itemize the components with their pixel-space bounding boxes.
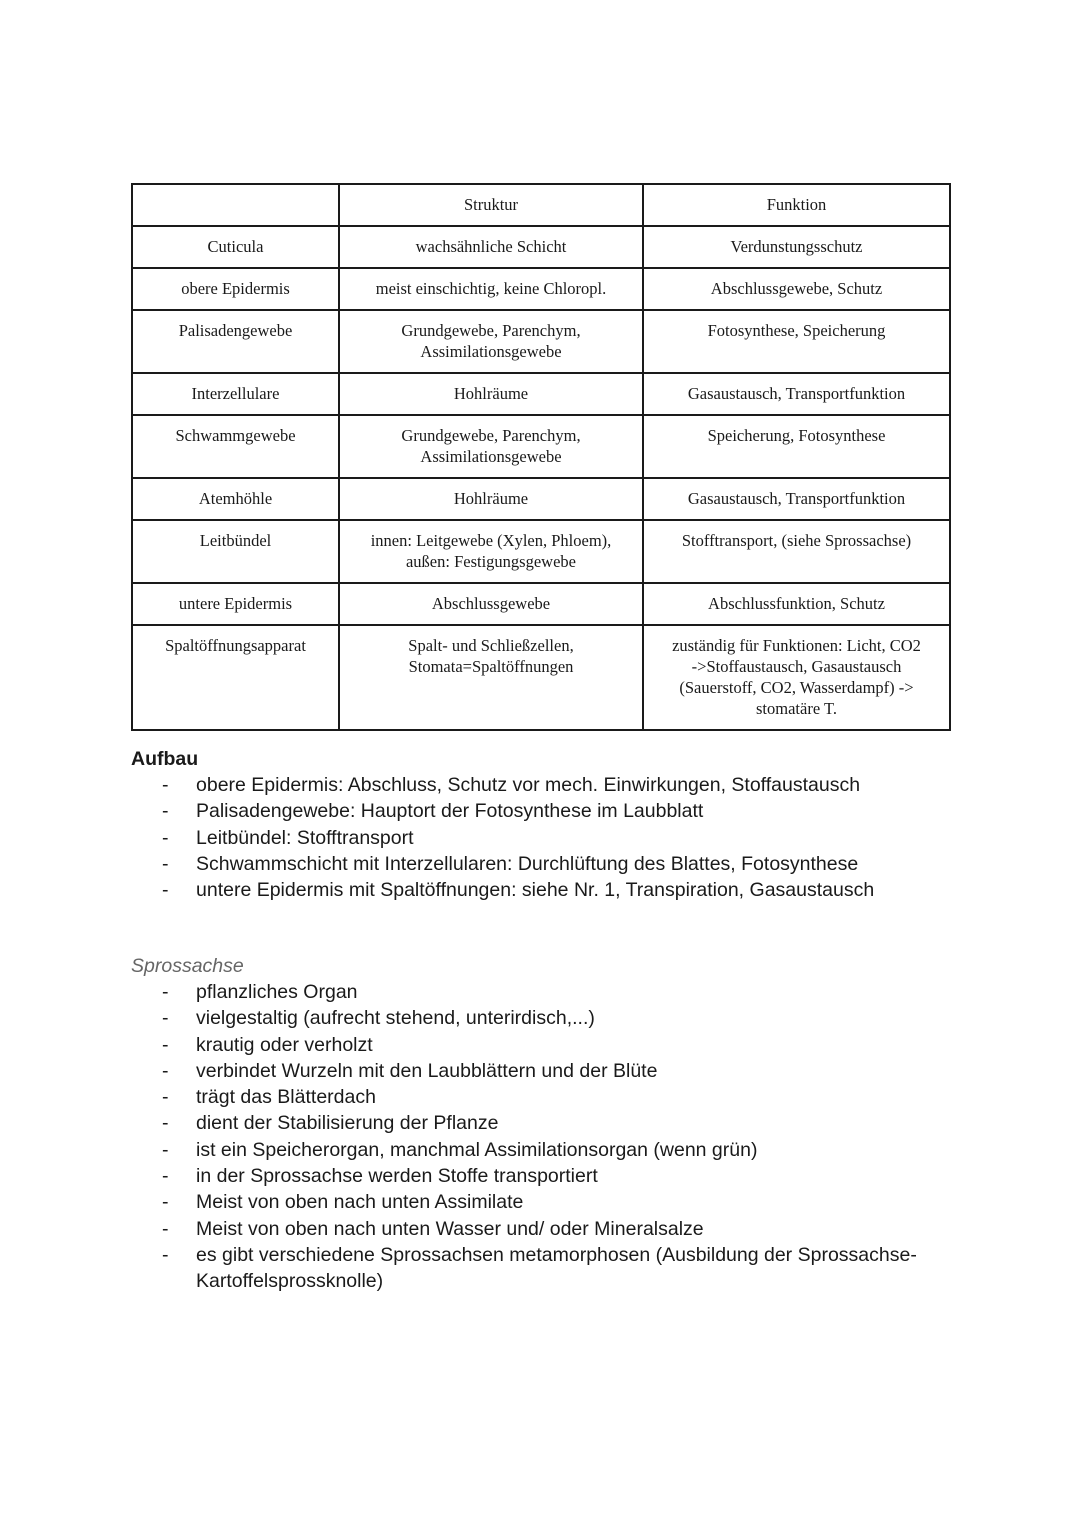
dash-bullet: - [162,1243,169,1266]
table-row [132,625,950,730]
list-item-text: Leitbündel: Stofftransport [196,826,414,849]
table-row [132,310,950,373]
dash-bullet: - [162,879,169,902]
funktion-cell [643,373,950,415]
list-item [131,798,956,824]
dash-bullet: - [162,800,169,823]
table-row [132,373,950,415]
table-header-row [132,184,950,226]
funktion-line: stomatäre T. [756,699,837,718]
sprossachse-section [131,953,956,1295]
list-item-text: in der Sprossachse werden Stoffe transportiert [196,1165,598,1188]
list-item-text: untere Epidermis mit Spaltöffnungen: siehe Nr. 1, Transpiration, Gasaustausch [196,879,875,902]
sprossachse-heading: Sprossachse [131,955,244,977]
struktur-cell [339,268,643,310]
list-item-text: pflanzliches Organ [196,981,358,1003]
dash-bullet: - [162,1217,169,1240]
list-item [131,979,956,1005]
dash-bullet: - [162,1138,169,1161]
funktion-line: Verdunstungsschutz [730,237,863,256]
dash-bullet: - [162,774,169,796]
table-row [132,520,950,583]
list-item [131,851,956,877]
struktur-cell [339,478,643,520]
list-item-text: obere Epidermis: Abschluss, Schutz vor mech. Einwirkungen, Stoffaustausch [196,774,861,796]
struktur-line: außen: Festigungsgewebe [405,552,576,571]
struktur-line: Grundgewebe, Parenchym, [401,426,581,445]
struktur-line: Grundgewebe, Parenchym, [401,321,581,340]
funktion-line: Gasaustausch, Transportfunktion [687,489,906,508]
funktion-cell [643,415,950,478]
tissue-name-cell: Spaltöffnungsapparat [132,625,339,730]
list-item-text: verbindet Wurzeln mit den Laubblättern und der Blüte [196,1059,658,1082]
header-cell-funktion: Funktion [643,184,950,226]
funktion-cell [643,478,950,520]
funktion-line: ->Stoffaustausch, Gasaustausch [691,657,902,676]
funktion-line: (Sauerstoff, CO2, Wasserdampf) -> [679,678,914,697]
dash-bullet: - [162,1112,169,1135]
list-item [131,1137,956,1163]
dash-bullet: - [162,1007,169,1030]
list-item-text: Meist von oben nach unten Assimilate [196,1191,524,1214]
struktur-cell [339,373,643,415]
struktur-line: Assimilationsgewebe [420,342,562,361]
funktion-line: Stofftransport, (siehe Sprossachse) [681,531,912,550]
table-row [132,268,950,310]
funktion-cell [643,226,950,268]
list-item [131,1005,956,1031]
aufbau-list [131,772,956,903]
dash-bullet: - [162,1191,169,1214]
list-item [131,1110,956,1136]
funktion-line: Fotosynthese, Speicherung [707,321,886,340]
struktur-line: Hohlräume [453,489,529,508]
list-item [131,1163,956,1189]
funktion-cell [643,520,950,583]
list-item [131,1242,956,1295]
dash-bullet: - [162,852,169,875]
struktur-line: Stomata=Spaltöffnungen [408,657,574,676]
aufbau-heading: Aufbau [131,748,199,770]
tissue-name-cell: Schwammgewebe [132,415,339,478]
list-item [131,877,956,903]
funktion-cell [643,268,950,310]
struktur-cell [339,520,643,583]
struktur-line: Assimilationsgewebe [420,447,562,466]
list-item [131,1216,956,1242]
sprossachse-list [131,979,956,1295]
table-row [132,226,950,268]
struktur-cell [339,583,643,625]
list-item [131,1032,956,1058]
list-item-text: Schwammschicht mit Interzellularen: Durchlüftung des Blattes, Fotosynthese [196,852,859,875]
table-body [132,184,950,730]
struktur-cell [339,625,643,730]
funktion-line: Abschlussfunktion, Schutz [708,594,885,613]
list-item-text: Palisadengewebe: Hauptort der Fotosynthese im Laubblatt [196,800,704,823]
table-row [132,478,950,520]
dash-bullet: - [162,981,169,1003]
struktur-line: wachsähnliche Schicht [415,237,567,256]
list-item [131,1084,956,1110]
tissue-name-cell: Cuticula [132,226,339,268]
tissue-name-cell: untere Epidermis [132,583,339,625]
list-item [131,825,956,851]
tissue-name-cell: obere Epidermis [132,268,339,310]
list-item [131,1189,956,1215]
struktur-line: Abschlussgewebe [431,594,551,613]
list-item-text: dient der Stabilisierung der Pflanze [196,1112,499,1135]
dash-bullet: - [162,1059,169,1082]
funktion-line: zuständig für Funktionen: Licht, CO2 [672,636,921,655]
dash-bullet: - [162,1086,169,1109]
funktion-line: Speicherung, Fotosynthese [707,426,886,445]
funktion-cell [643,625,950,730]
aufbau-section [131,746,956,903]
table-row [132,415,950,478]
struktur-line: innen: Leitgewebe (Xylen, Phloem), [370,531,612,550]
list-item-text: es gibt verschiedene Sprossachsen metamorphosen (Ausbildung der Sprossachse-Kartoffelsprossknolle) [196,1243,917,1293]
struktur-cell [339,226,643,268]
struktur-cell [339,310,643,373]
tissue-name-cell: Leitbündel [132,520,339,583]
list-item-text: Meist von oben nach unten Wasser und/ oder Mineralsalze [196,1217,704,1240]
funktion-cell [643,310,950,373]
tissue-name-cell: Palisadengewebe [132,310,339,373]
header-cell-struktur: Struktur [339,184,643,226]
list-item-text: ist ein Speicherorgan, manchmal Assimilationsorgan (wenn grün) [196,1138,758,1161]
tissue-name-cell: Atemhöhle [132,478,339,520]
list-item-text: vielgestaltig (aufrecht stehend, unterirdisch,...) [196,1007,595,1030]
struktur-line: meist einschichtig, keine Chloropl. [375,279,607,298]
dash-bullet: - [162,1033,169,1056]
header-cell-empty [132,184,339,226]
struktur-line: Hohlräume [453,384,529,403]
funktion-line: Abschlussgewebe, Schutz [710,279,883,298]
tissue-name-cell: Interzellulare [132,373,339,415]
table-row [132,583,950,625]
struktur-cell [339,415,643,478]
list-item-text: trägt das Blätterdach [196,1086,376,1109]
leaf-structure-table [131,183,951,731]
funktion-cell [643,583,950,625]
list-item [131,772,956,798]
struktur-line: Spalt- und Schließzellen, [408,636,574,655]
list-item [131,1058,956,1084]
dash-bullet: - [162,1165,169,1188]
funktion-line: Gasaustausch, Transportfunktion [687,384,906,403]
list-item-text: krautig oder verholzt [196,1033,373,1056]
dash-bullet: - [162,826,169,849]
